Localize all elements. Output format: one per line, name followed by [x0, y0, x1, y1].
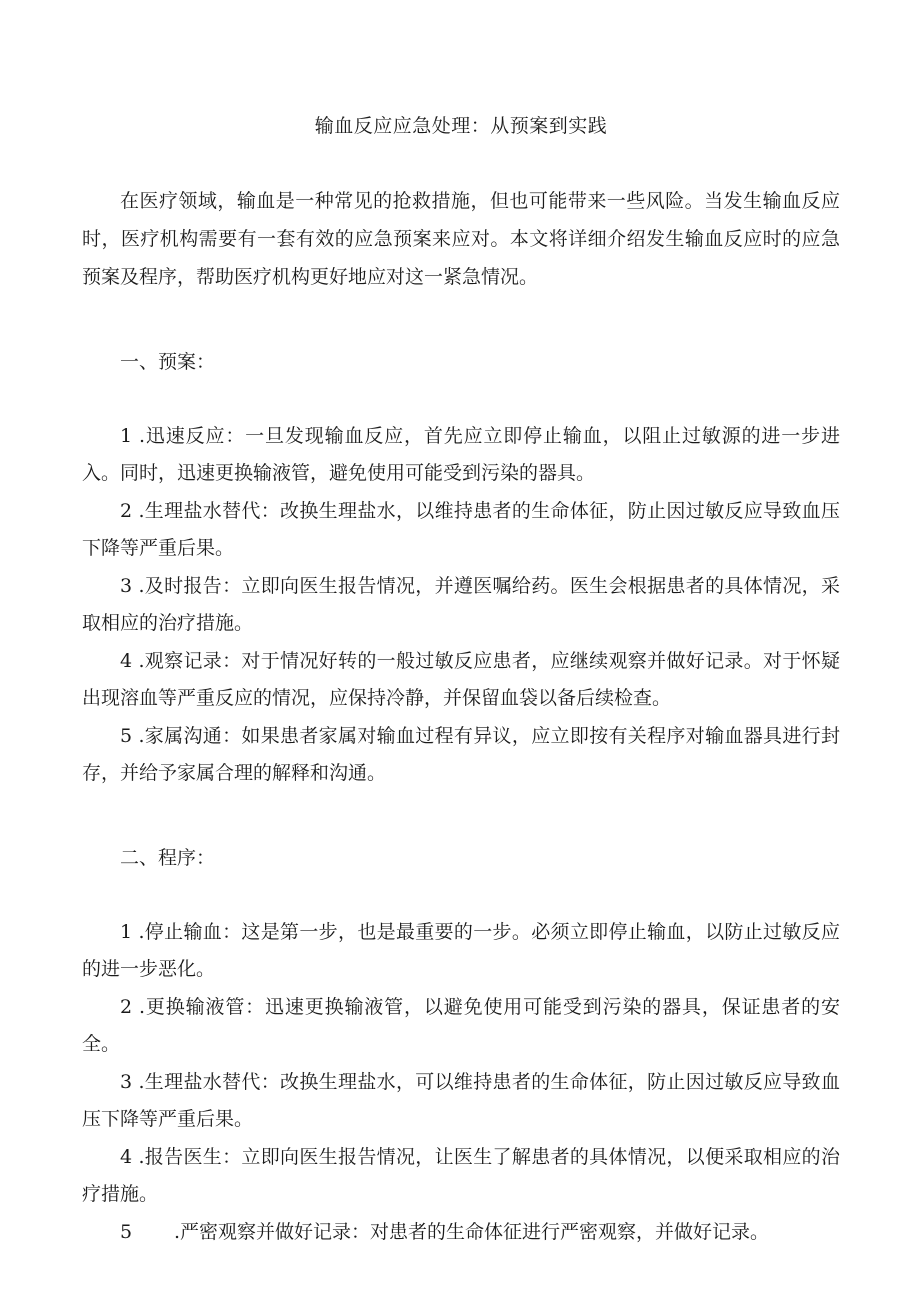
item-text: .家属沟通：如果患者家属对输血过程有异议，应立即按有关程序对输血器具进行封存，并给予家属合理的解释和沟通。	[82, 725, 840, 784]
item-text: .观察记录：对于情况好转的一般过敏反应患者，应继续观察并做好记录。对于怀疑出现溶血等严重反应的情况，应保持冷静，并保留血袋以备后续检查。	[82, 650, 840, 709]
procedure-item-2	[82, 989, 840, 1063]
item-number: 4	[120, 1146, 133, 1168]
item-text: .更换输液管：迅速更换输液管，以避免使用可能受到污染的器具，保证患者的安全。	[82, 996, 840, 1055]
item-text: .及时报告：立即向医生报告情况，并遵医嘱给药。医生会根据患者的具体情况，采取相应的治疗措施。	[82, 575, 840, 634]
plan-item-5	[82, 718, 840, 792]
item-number: 5	[120, 725, 133, 747]
procedure-item-3	[82, 1064, 840, 1138]
plan-item-3	[82, 568, 840, 642]
section-heading-plan: 一、预案：	[120, 351, 216, 373]
item-number: 1	[120, 425, 133, 447]
procedure-item-4	[82, 1139, 840, 1213]
item-number: 2	[120, 996, 133, 1018]
item-number: 5	[120, 1221, 133, 1243]
item-text: .生理盐水替代：改换生理盐水，以维持患者的生命体征，防止因过敏反应导致血压下降等严重后果。	[82, 500, 840, 559]
procedure-item-5	[82, 1214, 840, 1251]
plan-item-1	[82, 418, 840, 492]
document-title: 输血反应应急处理：从预案到实践	[314, 115, 608, 137]
procedure-item-1	[82, 914, 840, 988]
item-number: 3	[120, 575, 133, 597]
intro-paragraph: 在医疗领域，输血是一种常见的抢救措施，但也可能带来一些风险。当发生输血反应时，医疗机构需要有一套有效的应急预案来应对。本文将详细介绍发生输血反应时的应急预案及程序，帮助医疗机构更好地应对这一紧急情况。	[82, 190, 840, 288]
document-page	[82, 112, 840, 1252]
section-plan	[82, 348, 840, 792]
item-number: 1	[120, 921, 133, 943]
item-text: .报告医生：立即向医生报告情况，让医生了解患者的具体情况，以便采取相应的治疗措施。	[82, 1146, 840, 1205]
plan-item-4	[82, 643, 840, 717]
section-procedure	[82, 844, 840, 1251]
plan-item-2	[82, 493, 840, 567]
item-number: 2	[120, 500, 133, 522]
item-text: .迅速反应：一旦发现输血反应，首先应立即停止输血，以阻止过敏源的进一步进入。同时，迅速更换输液管，避免使用可能受到污染的器具。	[82, 425, 840, 484]
item-number: 4	[120, 650, 133, 672]
item-text: .停止输血：这是第一步，也是最重要的一步。必须立即停止输血，以防止过敏反应的进一步恶化。	[82, 921, 840, 980]
item-text: .生理盐水替代：改换生理盐水，可以维持患者的生命体征，防止因过敏反应导致血压下降等严重后果。	[82, 1071, 840, 1130]
item-text: .严密观察并做好记录：对患者的生命体征进行严密观察，并做好记录。	[174, 1221, 770, 1243]
section-heading-procedure: 二、程序：	[120, 847, 216, 869]
item-number: 3	[120, 1071, 133, 1093]
